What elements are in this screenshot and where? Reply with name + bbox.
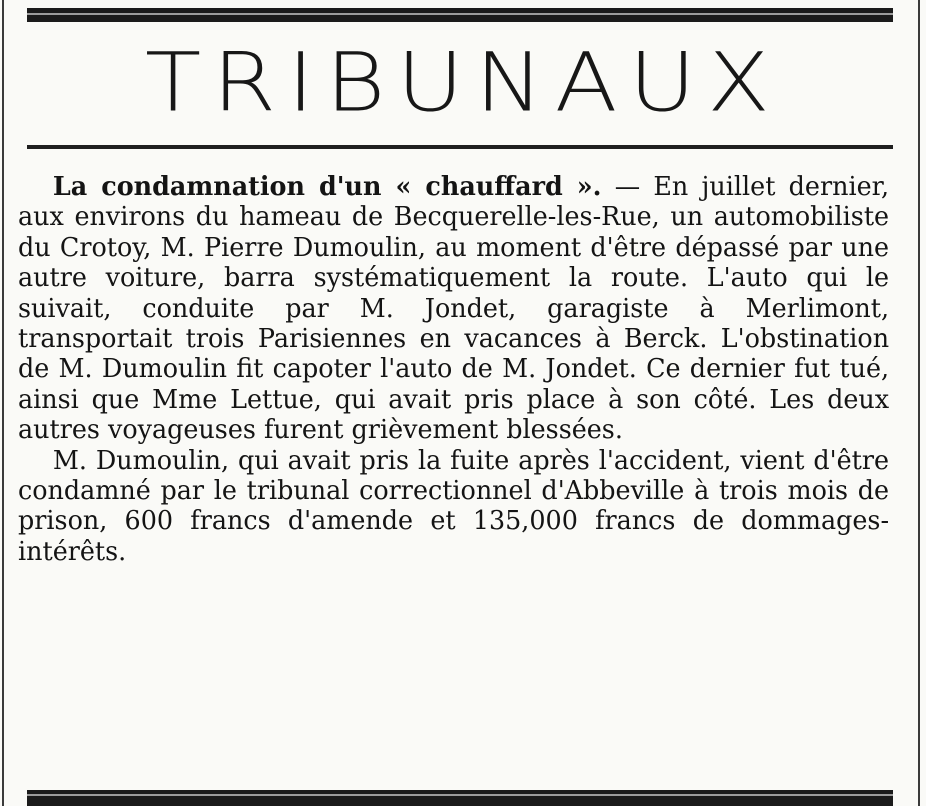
article-body <box>18 172 889 567</box>
section-headline: TRIBUNAUX <box>145 35 781 130</box>
headline-rule <box>27 145 893 149</box>
article-paragraph-1 <box>18 172 889 446</box>
top-rule-inner-line <box>27 13 893 15</box>
article-lead: La condamnation d'un « chauffard ». <box>52 171 602 202</box>
article-paragraph-1-text: — En juillet dernier, aux environs du hameau de Becquerelle-les-Rue, un automobiliste du Crotoy, M. Pierre Dumoulin, au moment d'être dépassé par une autre voiture, barra systématiquement la route. L'auto qui le suivait, conduite par M. Jondet, garagiste à Merlimont, transportait trois Parisiennes en vacances à Berck. L'obstination de M. Dumoulin fit capoter l'auto de M. Jondet. Ce dernier fut tué, ainsi que Mme Lettue, qui avait pris place à son côté. Les deux autres voyageuses furent grièvement blessées. <box>18 172 890 446</box>
top-rule <box>27 8 893 22</box>
bottom-rule <box>27 790 893 806</box>
bottom-rule-inner-line <box>27 794 893 796</box>
article-paragraph-2: M. Dumoulin, qui avait pris la fuite après l'accident, vient d'être condamné par le tribunal correctionnel d'Abbeville à trois mois de prison, 600 francs d'amende et 135,000 francs de dommages-intérêts. <box>18 445 890 567</box>
